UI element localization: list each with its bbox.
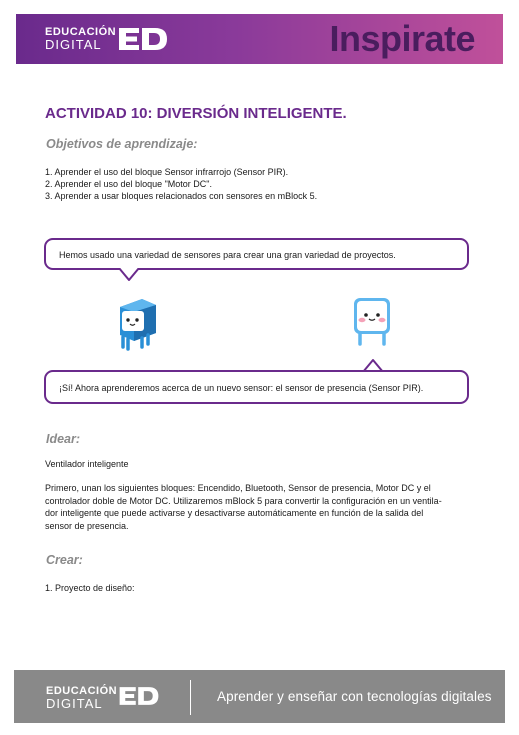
footer-ed-logo-icon bbox=[118, 685, 160, 707]
objectives-list bbox=[45, 166, 317, 202]
brand-line2: DIGITAL bbox=[45, 37, 102, 52]
speech-bubble-2: ¡Sí! Ahora aprenderemos acerca de un nuevo sensor: el sensor de presencia (Sensor PIR). bbox=[44, 370, 469, 404]
idear-subtitle: Ventilador inteligente bbox=[45, 459, 129, 469]
brand-line1: EDUCACIÓN bbox=[45, 26, 117, 38]
robot-blue-icon bbox=[112, 293, 162, 351]
objectives-heading: Objetivos de aprendizaje: bbox=[46, 137, 198, 151]
footer-brand-logo bbox=[46, 686, 117, 711]
paragraph-line: Primero, unan los siguientes bloques: Encendido, Bluetooth, Sensor de presencia, Motor DC y el bbox=[45, 483, 431, 493]
objective-item: 1. Aprender el uso del bloque Sensor infrarrojo (Sensor PIR). bbox=[45, 167, 289, 177]
objective-item: 3. Aprender a usar bloques relacionados con sensores en mBlock 5. bbox=[45, 191, 318, 201]
idear-paragraph bbox=[45, 482, 465, 532]
header-title: Inspirate bbox=[329, 18, 475, 59]
bubble-tail-icon bbox=[118, 268, 140, 282]
paragraph-line: controlador doble de Motor DC. Utilizaremos mBlock 5 para convertir la configuración en un ventila- bbox=[45, 495, 442, 506]
crear-step-1: 1. Proyecto de diseño: bbox=[45, 583, 135, 593]
crear-heading: Crear: bbox=[46, 553, 83, 567]
brand-logo bbox=[45, 27, 116, 52]
idear-heading: Idear: bbox=[46, 432, 81, 446]
robot-white-icon bbox=[349, 293, 395, 348]
paragraph-line: dor inteligente que puede activarse y desactivarse automáticamente en función de la salida del bbox=[45, 508, 424, 518]
footer-brand-line1: EDUCACIÓN bbox=[46, 685, 118, 697]
paragraph-line: sensor de presencia. bbox=[45, 520, 129, 531]
page-title: ACTIVIDAD 10: DIVERSIÓN INTELIGENTE. bbox=[45, 105, 347, 122]
footer-tagline: Aprender y enseñar con tecnologías digitales bbox=[217, 689, 492, 704]
objective-item: 2. Aprender el uso del bloque "Motor DC". bbox=[45, 179, 212, 189]
footer-brand-line2: DIGITAL bbox=[46, 696, 103, 711]
speech-bubble-1: Hemos usado una variedad de sensores para crear una gran variedad de proyectos. bbox=[44, 238, 469, 270]
ed-logo-icon bbox=[117, 26, 169, 52]
header-banner bbox=[16, 14, 503, 64]
footer-banner bbox=[14, 670, 505, 723]
footer-divider bbox=[190, 680, 191, 715]
